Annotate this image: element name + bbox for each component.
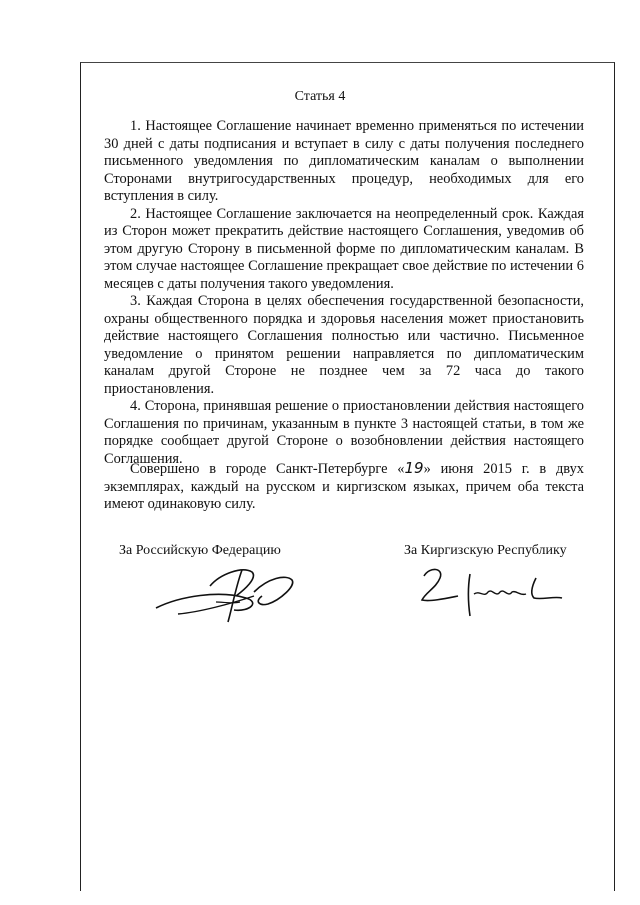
closing-statement bbox=[104, 460, 584, 514]
signature-russia bbox=[150, 556, 310, 636]
paragraph-1: 1. Настоящее Соглашение начинает временно применяться по истечении 30 дней с даты подписания и вступает в силу с даты получения последнего письменного уведомления по дипломатическим каналам о выполнении Сторонами внутригосударственных процедур, необходимых для его вступления в силу. bbox=[104, 118, 584, 204]
article-heading: Статья 4 bbox=[294, 89, 346, 104]
paragraph-2: 2. Настоящее Соглашение заключается на неопределенный срок. Каждая из Сторон может прекратить действие настоящего Соглашения, уведомив об этом другую Сторону в письменной форме по дипломатическим каналам. В этом случае настоящее Соглашение прекращает свое действие по истечении 6 месяцев с даты получения такого уведомления. bbox=[104, 205, 584, 292]
signature-kyrgyzstan bbox=[418, 562, 568, 622]
handwritten-day: 19 bbox=[404, 459, 424, 477]
closing-suffix: » июня 2015 г. в двух экземплярах, каждый на русском и киргизском языках, причем оба текста имеют одинаковую силу. bbox=[104, 461, 584, 512]
signatory-label-russia: За Российскую Федерацию bbox=[119, 543, 281, 558]
article-body bbox=[104, 118, 584, 468]
signatory-label-kyrgyzstan: За Киргизскую Республику bbox=[404, 543, 567, 558]
paragraph-3: 3. Каждая Сторона в целях обеспечения государственной безопасности, охраны общественного порядка и здоровья населения может приостановить действие настоящего Соглашения полностью или частично. Письменное уведомление о принятом решении направляется по дипломатическим каналам другой Стороне не позднее чем за 72 часа до такого приостановления. bbox=[104, 293, 584, 397]
closing-prefix: Совершено в городе Санкт-Петербурге « bbox=[130, 461, 405, 477]
paragraph-4: 4. Сторона, принявшая решение о приостановлении действия настоящего Соглашения по причинам, указанным в пункте 3 настоящей статьи, в том же порядке сообщает другой Стороне о возобновлении действия настоящего Соглашения. bbox=[104, 398, 584, 467]
